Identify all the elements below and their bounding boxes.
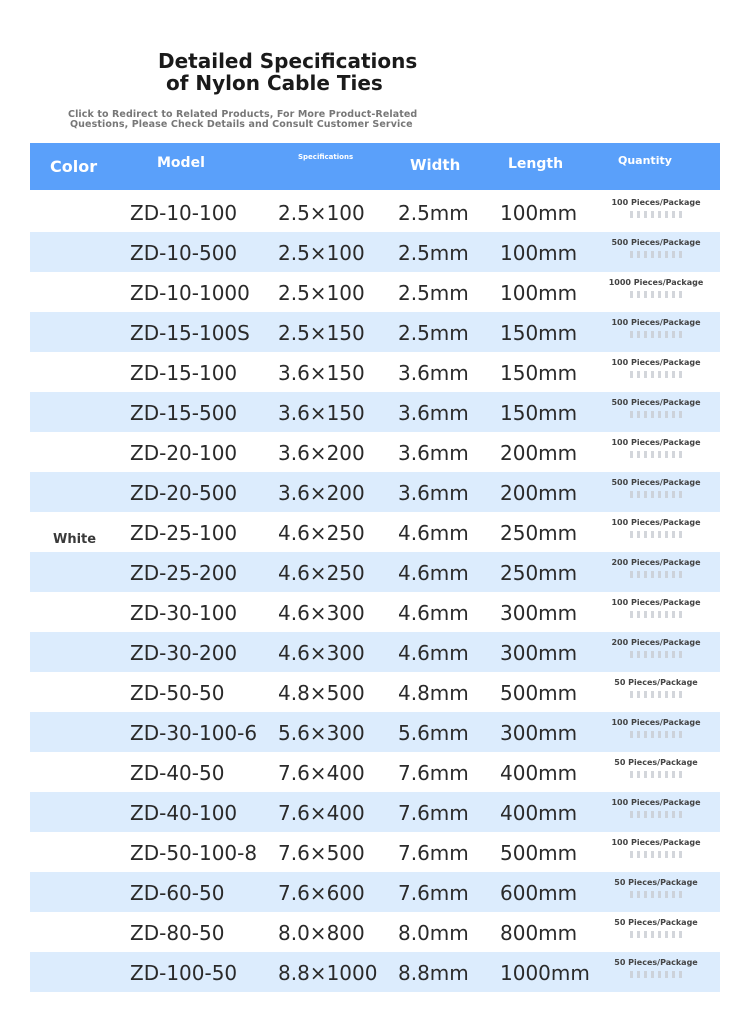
cell-width: 2.5mm xyxy=(398,201,469,225)
table-row xyxy=(30,672,720,712)
cell-quantity: 50 Pieces/Package xyxy=(596,878,716,898)
cell-width: 7.6mm xyxy=(398,841,469,865)
cell-model: ZD-100-50 xyxy=(130,961,238,985)
cell-width: 8.0mm xyxy=(398,921,469,945)
cell-length: 150mm xyxy=(500,401,578,425)
cell-specification: 2.5×100 xyxy=(278,241,365,265)
cell-length: 1000mm xyxy=(500,961,590,985)
header-width: Width xyxy=(410,156,461,174)
cell-specification: 3.6×150 xyxy=(278,401,365,425)
cell-width: 4.6mm xyxy=(398,601,469,625)
table-row xyxy=(30,712,720,752)
table-row xyxy=(30,952,720,992)
cell-model: ZD-10-1000 xyxy=(130,281,250,305)
cell-specification: 7.6×500 xyxy=(278,841,365,865)
table-row xyxy=(30,512,720,552)
cell-model: ZD-15-100 xyxy=(130,361,238,385)
cell-specification: 3.6×200 xyxy=(278,441,365,465)
table-row xyxy=(30,312,720,352)
cell-length: 400mm xyxy=(500,801,578,825)
spec-table xyxy=(30,143,720,992)
cell-specification: 4.8×500 xyxy=(278,681,365,705)
header-quantity: Quantity xyxy=(618,154,672,167)
cell-quantity: 200 Pieces/Package xyxy=(596,558,716,578)
table-row xyxy=(30,352,720,392)
table-row xyxy=(30,792,720,832)
cell-width: 3.6mm xyxy=(398,481,469,505)
cell-specification: 4.6×250 xyxy=(278,561,365,585)
page-title-line1: Detailed Specifications xyxy=(158,49,418,73)
table-row xyxy=(30,912,720,952)
cell-length: 500mm xyxy=(500,681,578,705)
cell-quantity: 50 Pieces/Package xyxy=(596,678,716,698)
cell-specification: 8.8×1000 xyxy=(278,961,378,985)
cell-length: 300mm xyxy=(500,601,578,625)
cell-width: 2.5mm xyxy=(398,321,469,345)
cell-quantity: 100 Pieces/Package xyxy=(596,358,716,378)
cell-length: 400mm xyxy=(500,761,578,785)
cell-width: 3.6mm xyxy=(398,401,469,425)
cell-quantity: 500 Pieces/Package xyxy=(596,478,716,498)
cell-length: 150mm xyxy=(500,321,578,345)
cell-width: 7.6mm xyxy=(398,881,469,905)
cell-quantity: 500 Pieces/Package xyxy=(596,398,716,418)
page-title-line2: of Nylon Cable Ties xyxy=(166,71,383,95)
cell-quantity: 50 Pieces/Package xyxy=(596,918,716,938)
cell-quantity: 100 Pieces/Package xyxy=(596,198,716,218)
cell-specification: 7.6×400 xyxy=(278,761,365,785)
cell-model: ZD-30-100 xyxy=(130,601,238,625)
cell-quantity: 200 Pieces/Package xyxy=(596,638,716,658)
table-row xyxy=(30,872,720,912)
cell-quantity: 100 Pieces/Package xyxy=(596,838,716,858)
table-row xyxy=(30,632,720,672)
cell-length: 100mm xyxy=(500,281,578,305)
header-model: Model xyxy=(157,155,205,171)
cell-width: 4.8mm xyxy=(398,681,469,705)
cell-specification: 8.0×800 xyxy=(278,921,365,945)
table-row xyxy=(30,392,720,432)
cell-model: ZD-10-500 xyxy=(130,241,238,265)
cell-quantity: 100 Pieces/Package xyxy=(596,718,716,738)
cell-length: 800mm xyxy=(500,921,578,945)
cell-width: 2.5mm xyxy=(398,241,469,265)
cell-specification: 7.6×400 xyxy=(278,801,365,825)
cell-length: 250mm xyxy=(500,561,578,585)
cell-quantity: 50 Pieces/Package xyxy=(596,758,716,778)
cell-length: 500mm xyxy=(500,841,578,865)
color-value: White xyxy=(53,532,97,547)
cell-quantity: 100 Pieces/Package xyxy=(596,318,716,338)
cell-model: ZD-80-50 xyxy=(130,921,225,945)
cell-width: 7.6mm xyxy=(398,761,469,785)
cell-width: 4.6mm xyxy=(398,641,469,665)
cell-model: ZD-20-500 xyxy=(130,481,238,505)
cell-length: 300mm xyxy=(500,641,578,665)
cell-model: ZD-25-100 xyxy=(130,521,238,545)
cell-width: 7.6mm xyxy=(398,801,469,825)
cell-length: 300mm xyxy=(500,721,578,745)
table-row xyxy=(30,472,720,512)
cell-quantity: 100 Pieces/Package xyxy=(596,518,716,538)
header-color: Color xyxy=(50,157,98,176)
cell-specification: 2.5×100 xyxy=(278,201,365,225)
header-specifications: Specifications xyxy=(298,153,354,161)
table-header xyxy=(30,143,720,190)
cell-length: 600mm xyxy=(500,881,578,905)
cell-width: 3.6mm xyxy=(398,441,469,465)
cell-specification: 3.6×150 xyxy=(278,361,365,385)
cell-length: 200mm xyxy=(500,481,578,505)
table-row xyxy=(30,752,720,792)
cell-quantity: 100 Pieces/Package xyxy=(596,798,716,818)
cell-specification: 4.6×300 xyxy=(278,641,365,665)
table-row xyxy=(30,272,720,312)
cell-quantity: 1000 Pieces/Package xyxy=(596,278,716,298)
header-length: Length xyxy=(508,156,564,172)
cell-model: ZD-60-50 xyxy=(130,881,225,905)
cell-length: 100mm xyxy=(500,201,578,225)
cell-specification: 4.6×300 xyxy=(278,601,365,625)
cell-width: 3.6mm xyxy=(398,361,469,385)
cell-length: 200mm xyxy=(500,441,578,465)
cell-quantity: 500 Pieces/Package xyxy=(596,238,716,258)
redirect-note[interactable] xyxy=(68,110,417,130)
cell-model: ZD-25-200 xyxy=(130,561,238,585)
cell-model: ZD-30-200 xyxy=(130,641,238,665)
cell-model: ZD-30-100-6 xyxy=(130,721,258,745)
cell-model: ZD-40-50 xyxy=(130,761,225,785)
table-row xyxy=(30,552,720,592)
cell-width: 5.6mm xyxy=(398,721,469,745)
cell-quantity: 50 Pieces/Package xyxy=(596,958,716,978)
cell-model: ZD-20-100 xyxy=(130,441,238,465)
cell-width: 8.8mm xyxy=(398,961,469,985)
cell-model: ZD-15-100S xyxy=(130,321,250,345)
table-row xyxy=(30,232,720,272)
cell-specification: 7.6×600 xyxy=(278,881,365,905)
cell-specification: 5.6×300 xyxy=(278,721,365,745)
table-row xyxy=(30,432,720,472)
cell-model: ZD-10-100 xyxy=(130,201,238,225)
cell-model: ZD-50-100-8 xyxy=(130,841,258,865)
cell-width: 2.5mm xyxy=(398,281,469,305)
redirect-note-line1: Click to Redirect to Related Products, For More Product-Related xyxy=(68,109,418,120)
cell-length: 250mm xyxy=(500,521,578,545)
cell-quantity: 100 Pieces/Package xyxy=(596,598,716,618)
cell-model: ZD-40-100 xyxy=(130,801,238,825)
cell-specification: 4.6×250 xyxy=(278,521,365,545)
cell-length: 100mm xyxy=(500,241,578,265)
cell-specification: 2.5×100 xyxy=(278,281,365,305)
table-body xyxy=(30,192,720,992)
table-row xyxy=(30,592,720,632)
cell-length: 150mm xyxy=(500,361,578,385)
page-title xyxy=(158,50,417,94)
cell-specification: 2.5×150 xyxy=(278,321,365,345)
redirect-note-line2: Questions, Please Check Details and Consult Customer Service xyxy=(70,119,413,130)
cell-quantity: 100 Pieces/Package xyxy=(596,438,716,458)
cell-width: 4.6mm xyxy=(398,521,469,545)
cell-model: ZD-50-50 xyxy=(130,681,225,705)
cell-specification: 3.6×200 xyxy=(278,481,365,505)
table-row xyxy=(30,192,720,232)
table-row xyxy=(30,832,720,872)
cell-model: ZD-15-500 xyxy=(130,401,238,425)
cell-width: 4.6mm xyxy=(398,561,469,585)
